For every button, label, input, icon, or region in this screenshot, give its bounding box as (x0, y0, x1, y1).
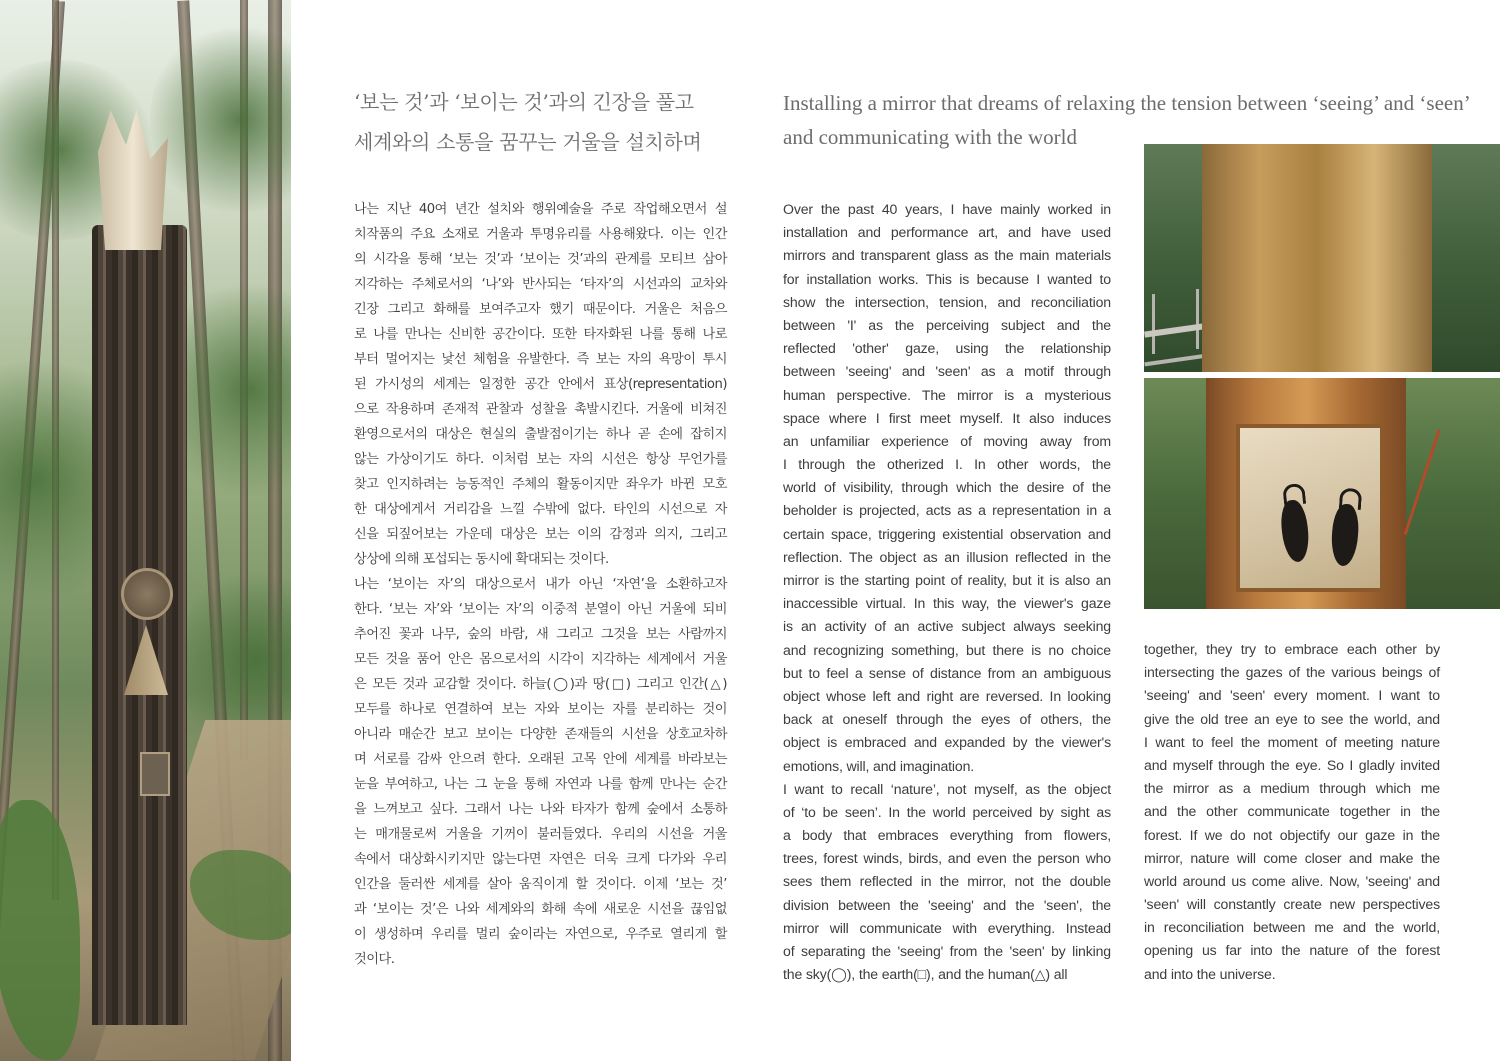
korean-body-line: 는 매개물로써 거울을 기꺼이 불러들였다. 우리의 시선을 거울 (354, 827, 727, 842)
english-body-line: emotions, will, and imagination. (783, 757, 975, 774)
korean-body-line: 속에서 대상화시키지만 않는다면 자연은 더욱 크게 다가와 우리 (354, 852, 727, 867)
english-body-line: inaccessible virtual. In this way, the viewer's gaze (783, 595, 1111, 612)
korean-body-line: 아니라 매순간 보고 보이는 다양한 존재들의 시선을 상호교차하 (354, 727, 727, 742)
english-body-line: I want to recall ‘nature’, not myself, as the object (783, 780, 1111, 797)
english-body-line: mirror is the starting point of reality, but it is also an (783, 572, 1111, 588)
korean-body-line: 모든 것을 품어 안은 몸으로서의 시각이 지각하는 세계에서 거울 (354, 652, 727, 667)
english-body-line: back at oneself through the eyes of others, the (783, 711, 1111, 728)
english-body-line: in reconciliation between me and the world, (1144, 919, 1440, 936)
english-body-line: trees, forest winds, birds, and even the person who (783, 850, 1111, 867)
korean-body-line: 로 나를 만나는 신비한 공간이다. 또한 타자화된 나를 통해 나로 (354, 327, 727, 342)
korean-body-line: 한 대상에게서 거리감을 느낄 수밖에 없다. 타인의 시선으로 자 (354, 502, 727, 517)
english-body-line: space where I first meet myself. It also induces (783, 409, 1111, 426)
english-body-line: and the other communicate together in the (1144, 803, 1440, 820)
english-body-line: reflection. The object as an illusion reflected in the (783, 548, 1111, 565)
english-body-line: the mirror as a medium through which me (1144, 780, 1440, 797)
korean-body-line: 지각하는 주체로서의 ‘나’와 반사되는 ‘타자’의 시선과의 교차와 (354, 277, 727, 292)
english-body-line: and into the universe. (1144, 965, 1276, 982)
english-body-line: and myself through the eye. So I gladly invited (1144, 756, 1440, 773)
english-body-line: forest. If we do not objectify our gaze in the (1144, 826, 1440, 843)
english-title-line: Installing a mirror that dreams of relaxing the tension between ‘seeing’ and ‘seen’ (783, 91, 1471, 115)
english-body-line: I through the otherized I. In other words, the (783, 456, 1111, 473)
english-body-line: give the old tree an eye to see the world, and (1144, 710, 1440, 727)
english-body-line: installation and performance art, and have used (783, 224, 1111, 241)
korean-body-line: 된 가시성의 세계는 일정한 공간 안에서 표상(representation) (354, 377, 727, 392)
korean-body-line: 것이다. (354, 952, 395, 967)
english-body-line: world of visibility, through which the desire of the (783, 479, 1111, 496)
english-body-line: between 'I' as the perceiving subject and the (783, 316, 1111, 333)
english-body-line: mirrors and transparent glass as the main materials (783, 247, 1111, 264)
english-body-line: reflected 'other' gaze, using the relationship (783, 340, 1111, 357)
english-body-line: between 'seeing' and 'seen' as a motif through (783, 363, 1111, 380)
english-title-line: and communicating with the world (783, 125, 1077, 149)
korean-body-line: 나는 지난 40여 년간 설치와 행위예술을 주로 작업해오면서 설 (354, 202, 727, 217)
carved-circle-mirror (121, 568, 173, 620)
korean-body-line: 한다. ‘보는 자’와 ‘보이는 자’의 이중적 분열이 아닌 거울에 되비 (354, 602, 727, 617)
english-body-line: and recognizing something, but there is no choice (783, 641, 1111, 658)
korean-body-line: 의 시각을 통해 ‘보는 것’과 ‘보이는 것’과의 관계를 모티브 삼아 (354, 252, 727, 267)
carved-square-mirror (140, 752, 170, 796)
korean-body-line: 을 느껴보고 싶다. 그래서 나는 나와 타자가 함께 숲에서 소통하 (354, 802, 727, 817)
english-body-column-1 (783, 198, 1111, 986)
korean-body-line: 부터 멀어지는 낯선 체험을 유발한다. 즉 보는 자의 욕망이 투시 (354, 352, 727, 367)
english-body-line: human perspective. The mirror is a mysterious (783, 386, 1111, 403)
english-body-line: Over the past 40 years, I have mainly worked in (783, 201, 1111, 217)
tree-installation-photo (0, 0, 291, 1061)
english-body-line: of separating the 'seeing' from the 'seen' by linking (783, 943, 1111, 959)
english-body-line: 'seeing' and 'seen' every moment. I want to (1144, 687, 1440, 704)
english-body-line: mirror will communicate with everything. Instead (783, 919, 1111, 936)
english-body-line: certain space, triggering existential observation and (783, 525, 1111, 542)
korean-body-line: 상상에 의해 포섭되는 동시에 확대되는 것이다. (354, 552, 609, 567)
korean-body-line: 나는 ‘보이는 자’의 대상으로서 내가 아닌 ‘자연’을 소환하고자 (354, 577, 727, 592)
korean-title-line: ‘보는 것’과 ‘보이는 것’과의 긴장을 풀고 (354, 90, 694, 114)
korean-body-line: 이 생성하며 우리를 멀리 숲이라는 자연으로, 우주로 열리게 할 (354, 927, 727, 942)
english-body-line: an unfamiliar experience of moving away from (783, 432, 1111, 449)
english-body-line: the sky(◯), the earth(□), and the human(△) all (783, 966, 1068, 983)
triangle-window-photo (1144, 144, 1500, 372)
english-body-line: world around us come alive. Now, 'seeing' and (1144, 872, 1440, 889)
korean-title-line: 세계와의 소통을 꿈꾸는 거울을 설치하며 (354, 130, 702, 154)
korean-body-text (354, 197, 727, 972)
english-body-line: is an activity of an active subject always seeking (783, 618, 1111, 635)
korean-body-line: 긴장 그리고 화해를 보여주고자 했기 때문이다. 거울은 처음으 (354, 302, 727, 317)
korean-body-line: 인간을 둘러싼 세계를 살아 움직이게 할 것이다. 이제 ‘보는 것’ (354, 877, 727, 892)
english-body-line: 'seen' will constantly create new perspectives (1144, 896, 1440, 913)
english-body-line: show the intersection, tension, and reconciliation (783, 293, 1111, 310)
english-body-line: I want to feel the moment of meeting nature (1144, 733, 1440, 750)
korean-body-line: 신을 되짚어보는 가운데 대상은 보는 이의 감정과 의지, 그리고 (354, 527, 727, 542)
korean-body-line: 않는 가상이기도 하다. 이처럼 보는 자의 시선은 항상 무언가를 (354, 452, 727, 467)
english-body-line: division between the 'seeing' and the 'seen', the (783, 896, 1111, 913)
english-body-line: a body that embraces everything from flowers, (783, 827, 1111, 844)
korean-body-line: 은 모든 것과 교감할 것이다. 하늘(◯)과 땅(□) 그리고 인간(△) (354, 677, 727, 692)
korean-body-line: 추어진 꽃과 나무, 숲의 바람, 새 그리고 그것을 보는 사람까지 (354, 627, 727, 642)
english-body-line: together, they try to embrace each other by (1144, 641, 1440, 657)
english-body-line: opening us far into the nature of the forest (1144, 942, 1440, 959)
korean-body-line: 환영으로서의 대상은 현실의 출발점이기는 하나 곧 손에 잡히지 (354, 427, 727, 442)
korean-body-line: 눈을 부여하고, 나는 그 눈을 통해 자연과 나를 함께 만나는 순간 (354, 777, 727, 792)
korean-title (354, 82, 734, 162)
korean-body-line: 며 서로를 감싸 안으려 한다. 오래된 고목 안에 세계를 바라보는 (354, 752, 727, 767)
english-body-line: object whose left and right are reversed. In looking (783, 687, 1111, 704)
english-body-line: but to feel a sense of distance from an ambiguous (783, 664, 1111, 681)
english-body-line: beholder is projected, acts as a representation in a (783, 502, 1111, 519)
english-body-line: of ‘to be seen’. In the world perceived by sight as (783, 803, 1111, 820)
english-body-line: intersecting the gazes of the various beings of (1144, 664, 1440, 681)
english-body-line: for installation works. This is because I wanted to (783, 270, 1111, 287)
korean-body-line: 찾고 인지하려는 능동적인 주체의 활동이지만 좌우가 바뀐 모호 (354, 477, 727, 492)
english-body-column-2 (1144, 638, 1440, 986)
english-body-line: sees them reflected in the mirror, not the double (783, 873, 1111, 890)
english-body-line: mirror, nature will come closer and make the (1144, 849, 1440, 866)
beetle-glass-photo (1144, 378, 1500, 609)
korean-body-line: 모두를 하나로 연결하여 보는 자와 보이는 자를 분리하는 것이 (354, 702, 727, 717)
korean-body-line: 치작품의 주요 소재로 거울과 투명유리를 사용해왔다. 이는 인간 (354, 227, 727, 242)
korean-body-line: 과 ‘보이는 것’은 나와 세계와의 화해 속에 새로운 시선을 끊임없 (354, 902, 727, 917)
english-body-line: object is embraced and expanded by the viewer's (783, 734, 1111, 751)
korean-body-line: 으로 작용하며 존재적 관찰과 성찰을 촉발시킨다. 거울에 비쳐진 (354, 402, 727, 417)
